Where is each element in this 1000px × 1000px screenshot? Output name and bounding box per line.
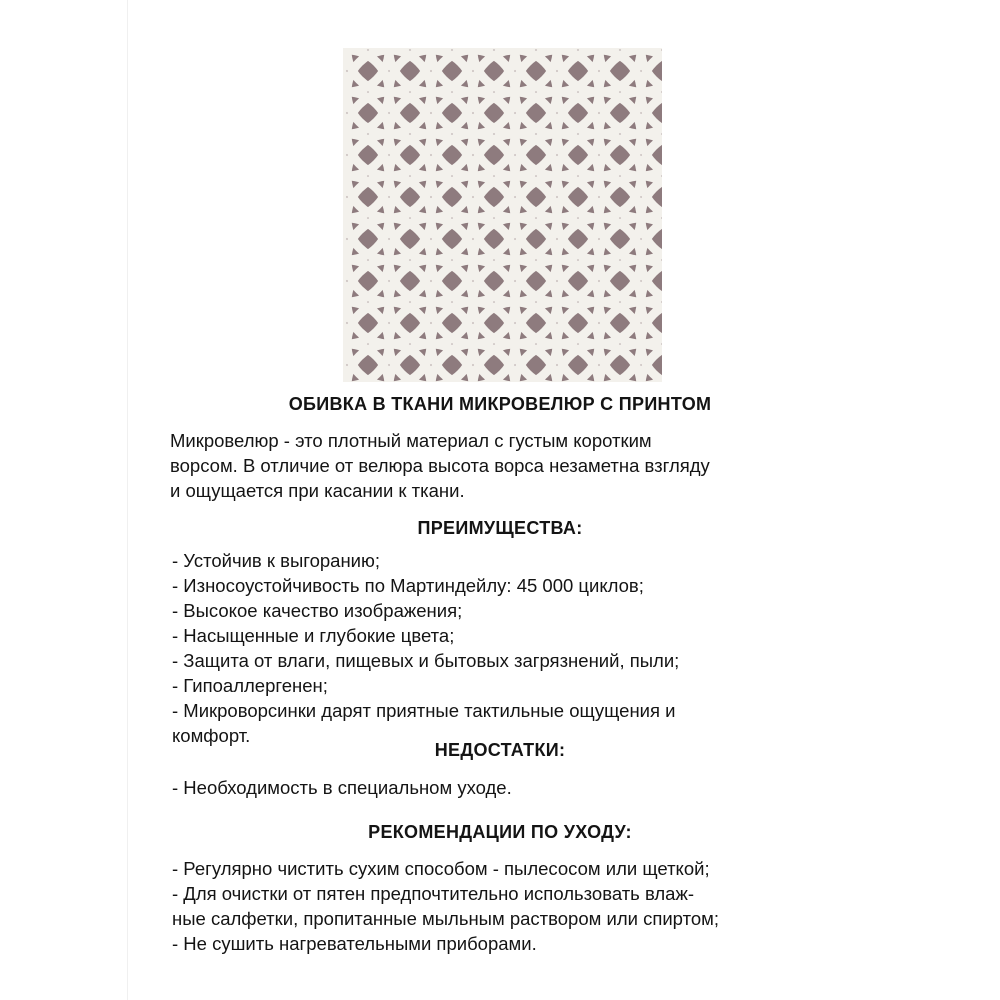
list-item: комфорт. <box>172 725 251 746</box>
care-heading: РЕКОМЕНДАЦИИ ПО УХОДУ: <box>368 822 632 842</box>
intro-line: и ощущается при касании к ткани. <box>170 480 465 501</box>
list-item: - Гипоаллергенен; <box>172 675 328 696</box>
pattern-circles <box>343 48 662 382</box>
fabric-pattern <box>343 48 662 382</box>
advantages-heading: ПРЕИМУЩЕСТВА: <box>417 518 583 538</box>
intro-line: ворсом. В отличие от велюра высота ворса незаметна взгляду <box>170 455 710 476</box>
list-item: - Не сушить нагревательными приборами. <box>172 933 537 954</box>
list-item: - Высокое качество изображения; <box>172 600 463 621</box>
intro-line: Микровелюр - это плотный материал с густым коротким <box>170 430 652 451</box>
fabric-swatch-image <box>343 48 662 382</box>
list-item: - Насыщенные и глубокие цвета; <box>172 625 455 646</box>
care-list <box>172 856 862 956</box>
list-item: - Износоустойчивость по Мартиндейлу: 45 000 циклов; <box>172 575 644 596</box>
list-item: ные салфетки, пропитанные мыльным раствором или спиртом; <box>172 908 719 929</box>
list-item: - Для очистки от пятен предпочтительно использовать влаж- <box>172 883 694 904</box>
list-item: - Защита от влаги, пищевых и бытовых загрязнений, пыли; <box>172 650 680 671</box>
list-item: - Необходимость в специальном уходе. <box>172 777 512 798</box>
page-edge-line <box>127 0 128 1000</box>
list-item: - Устойчив к выгоранию; <box>172 550 381 571</box>
intro-paragraph <box>170 428 860 503</box>
list-item: - Регулярно чистить сухим способом - пылесосом или щеткой; <box>172 858 710 879</box>
list-item: - Микроворсинки дарят приятные тактильные ощущения и <box>172 700 676 721</box>
disadvantages-heading: НЕДОСТАТКИ: <box>434 740 566 760</box>
page-title: ОБИВКА В ТКАНИ МИКРОВЕЛЮР С ПРИНТОМ <box>288 394 712 414</box>
advantages-list <box>172 548 862 748</box>
disadvantages-list <box>172 775 862 800</box>
